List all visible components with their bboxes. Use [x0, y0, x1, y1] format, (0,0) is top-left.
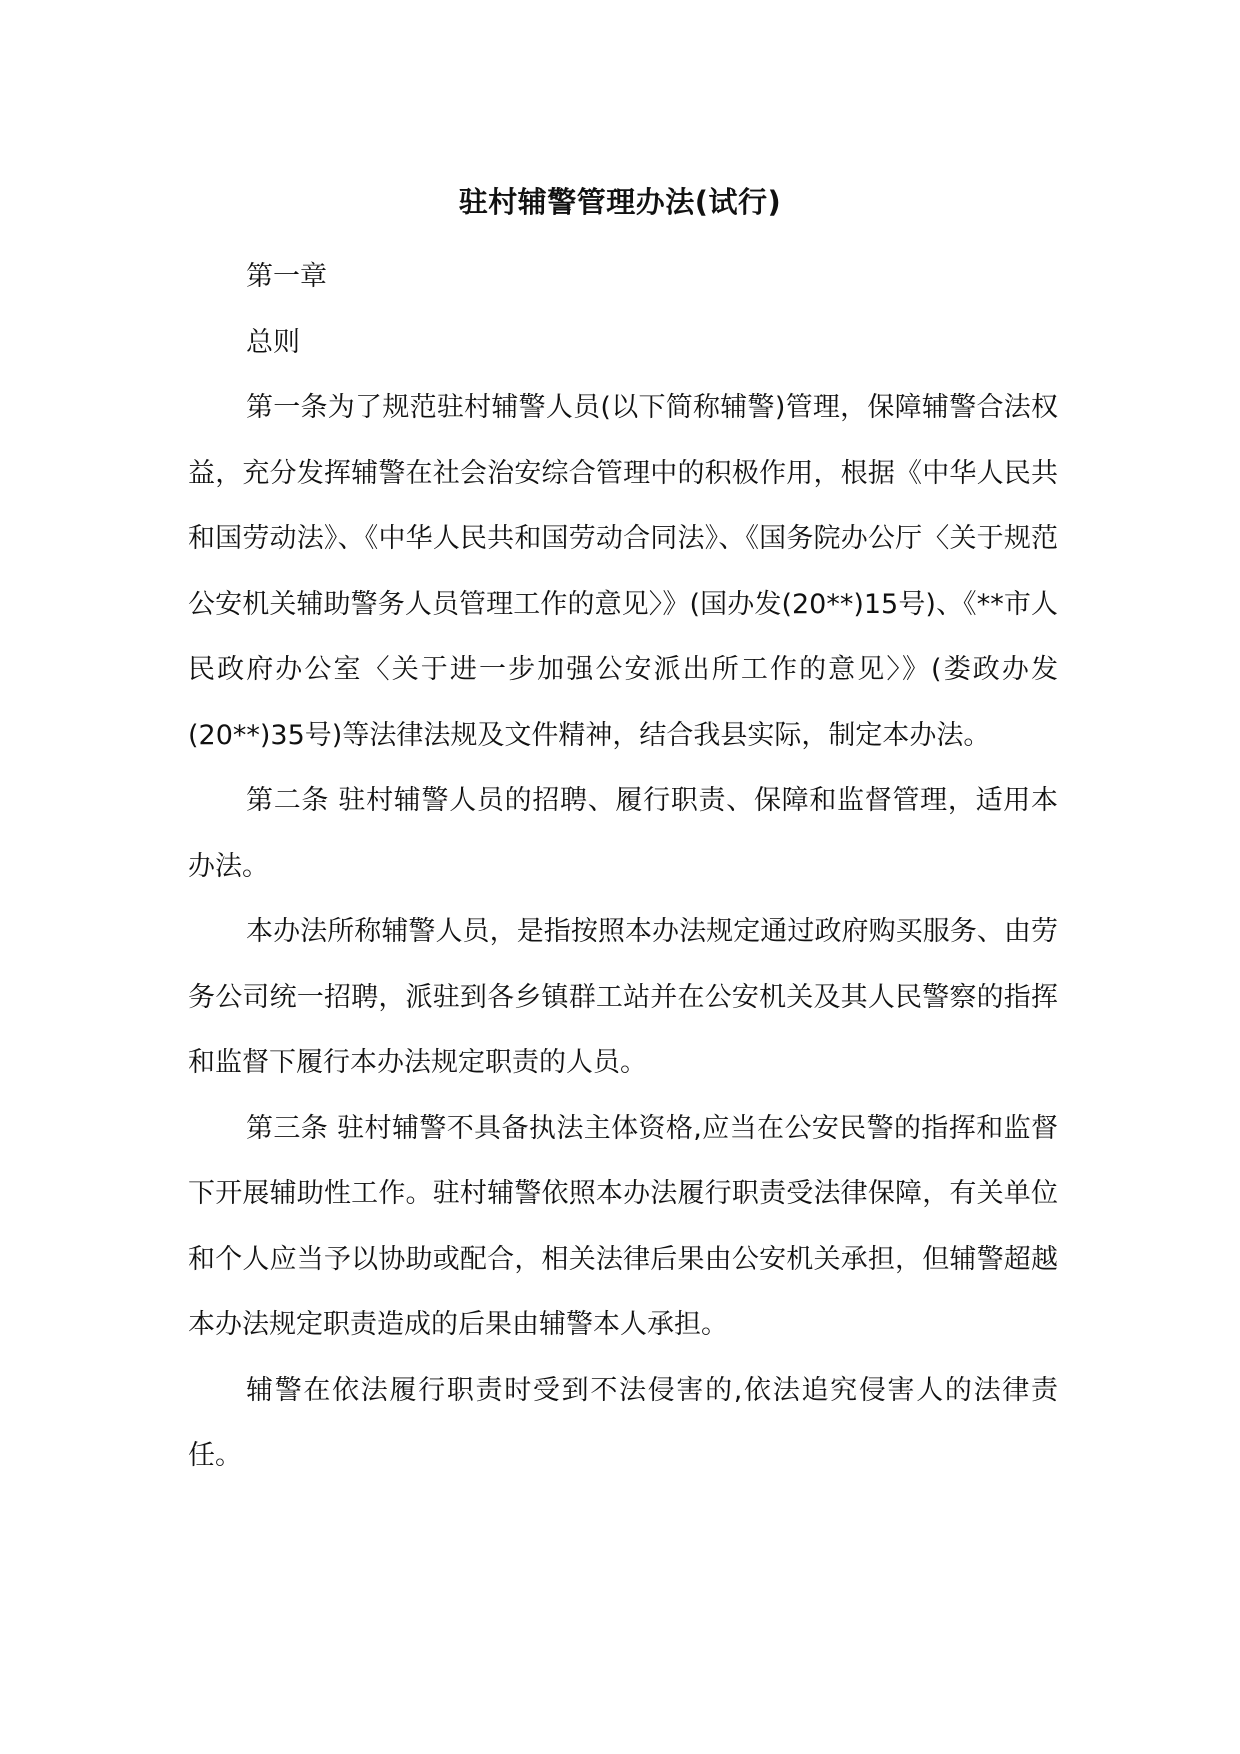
- chapter-heading: 第一章: [246, 261, 327, 292]
- article-paragraph: 第三条 驻村辅警不具备执法主体资格,应当在公安民警的指挥和监督下开展辅助性工作。驻村辅警依照本办法履行职责受法律保障，有关单位和个人应当予以协助或配合，相关法律后果由公安机关承担，但辅警超越本办法规定职责造成的后果由辅警本人承担。: [188, 1112, 1058, 1340]
- document-title: 驻村辅警管理办法(试行): [458, 185, 782, 219]
- article-paragraph: 第二条 驻村辅警人员的招聘、履行职责、保障和监督管理，适用本办法。: [188, 785, 1058, 882]
- article-paragraph: 本办法所称辅警人员，是指按照本办法规定通过政府购买服务、由劳务公司统一招聘，派驻到各乡镇群工站并在公安机关及其人民警察的指挥和监督下履行本办法规定职责的人员。: [188, 916, 1058, 1078]
- section-heading: 总则: [246, 326, 300, 358]
- document-body: [188, 244, 1058, 1489]
- article-paragraph: 第一条为了规范驻村辅警人员(以下简称辅警)管理，保障辅警合法权益，充分发挥辅警在社会治安综合管理中的积极作用，根据《中华人民共和国劳动法》、《中华人民共和国劳动合同法》、《国务院办公厅〈关于规范公安机关辅助警务人员管理工作的意见〉》(国办发(20**)15号)、《**市人民政府办公室〈关于进一步加强公安派出所工作的意见〉》(娄政办发(20**)35号)等法律法规及文件精神，结合我县实际，制定本办法。: [188, 392, 1058, 751]
- article-paragraph: 辅警在依法履行职责时受到不法侵害的,依法追究侵害人的法律责任。: [188, 1374, 1058, 1471]
